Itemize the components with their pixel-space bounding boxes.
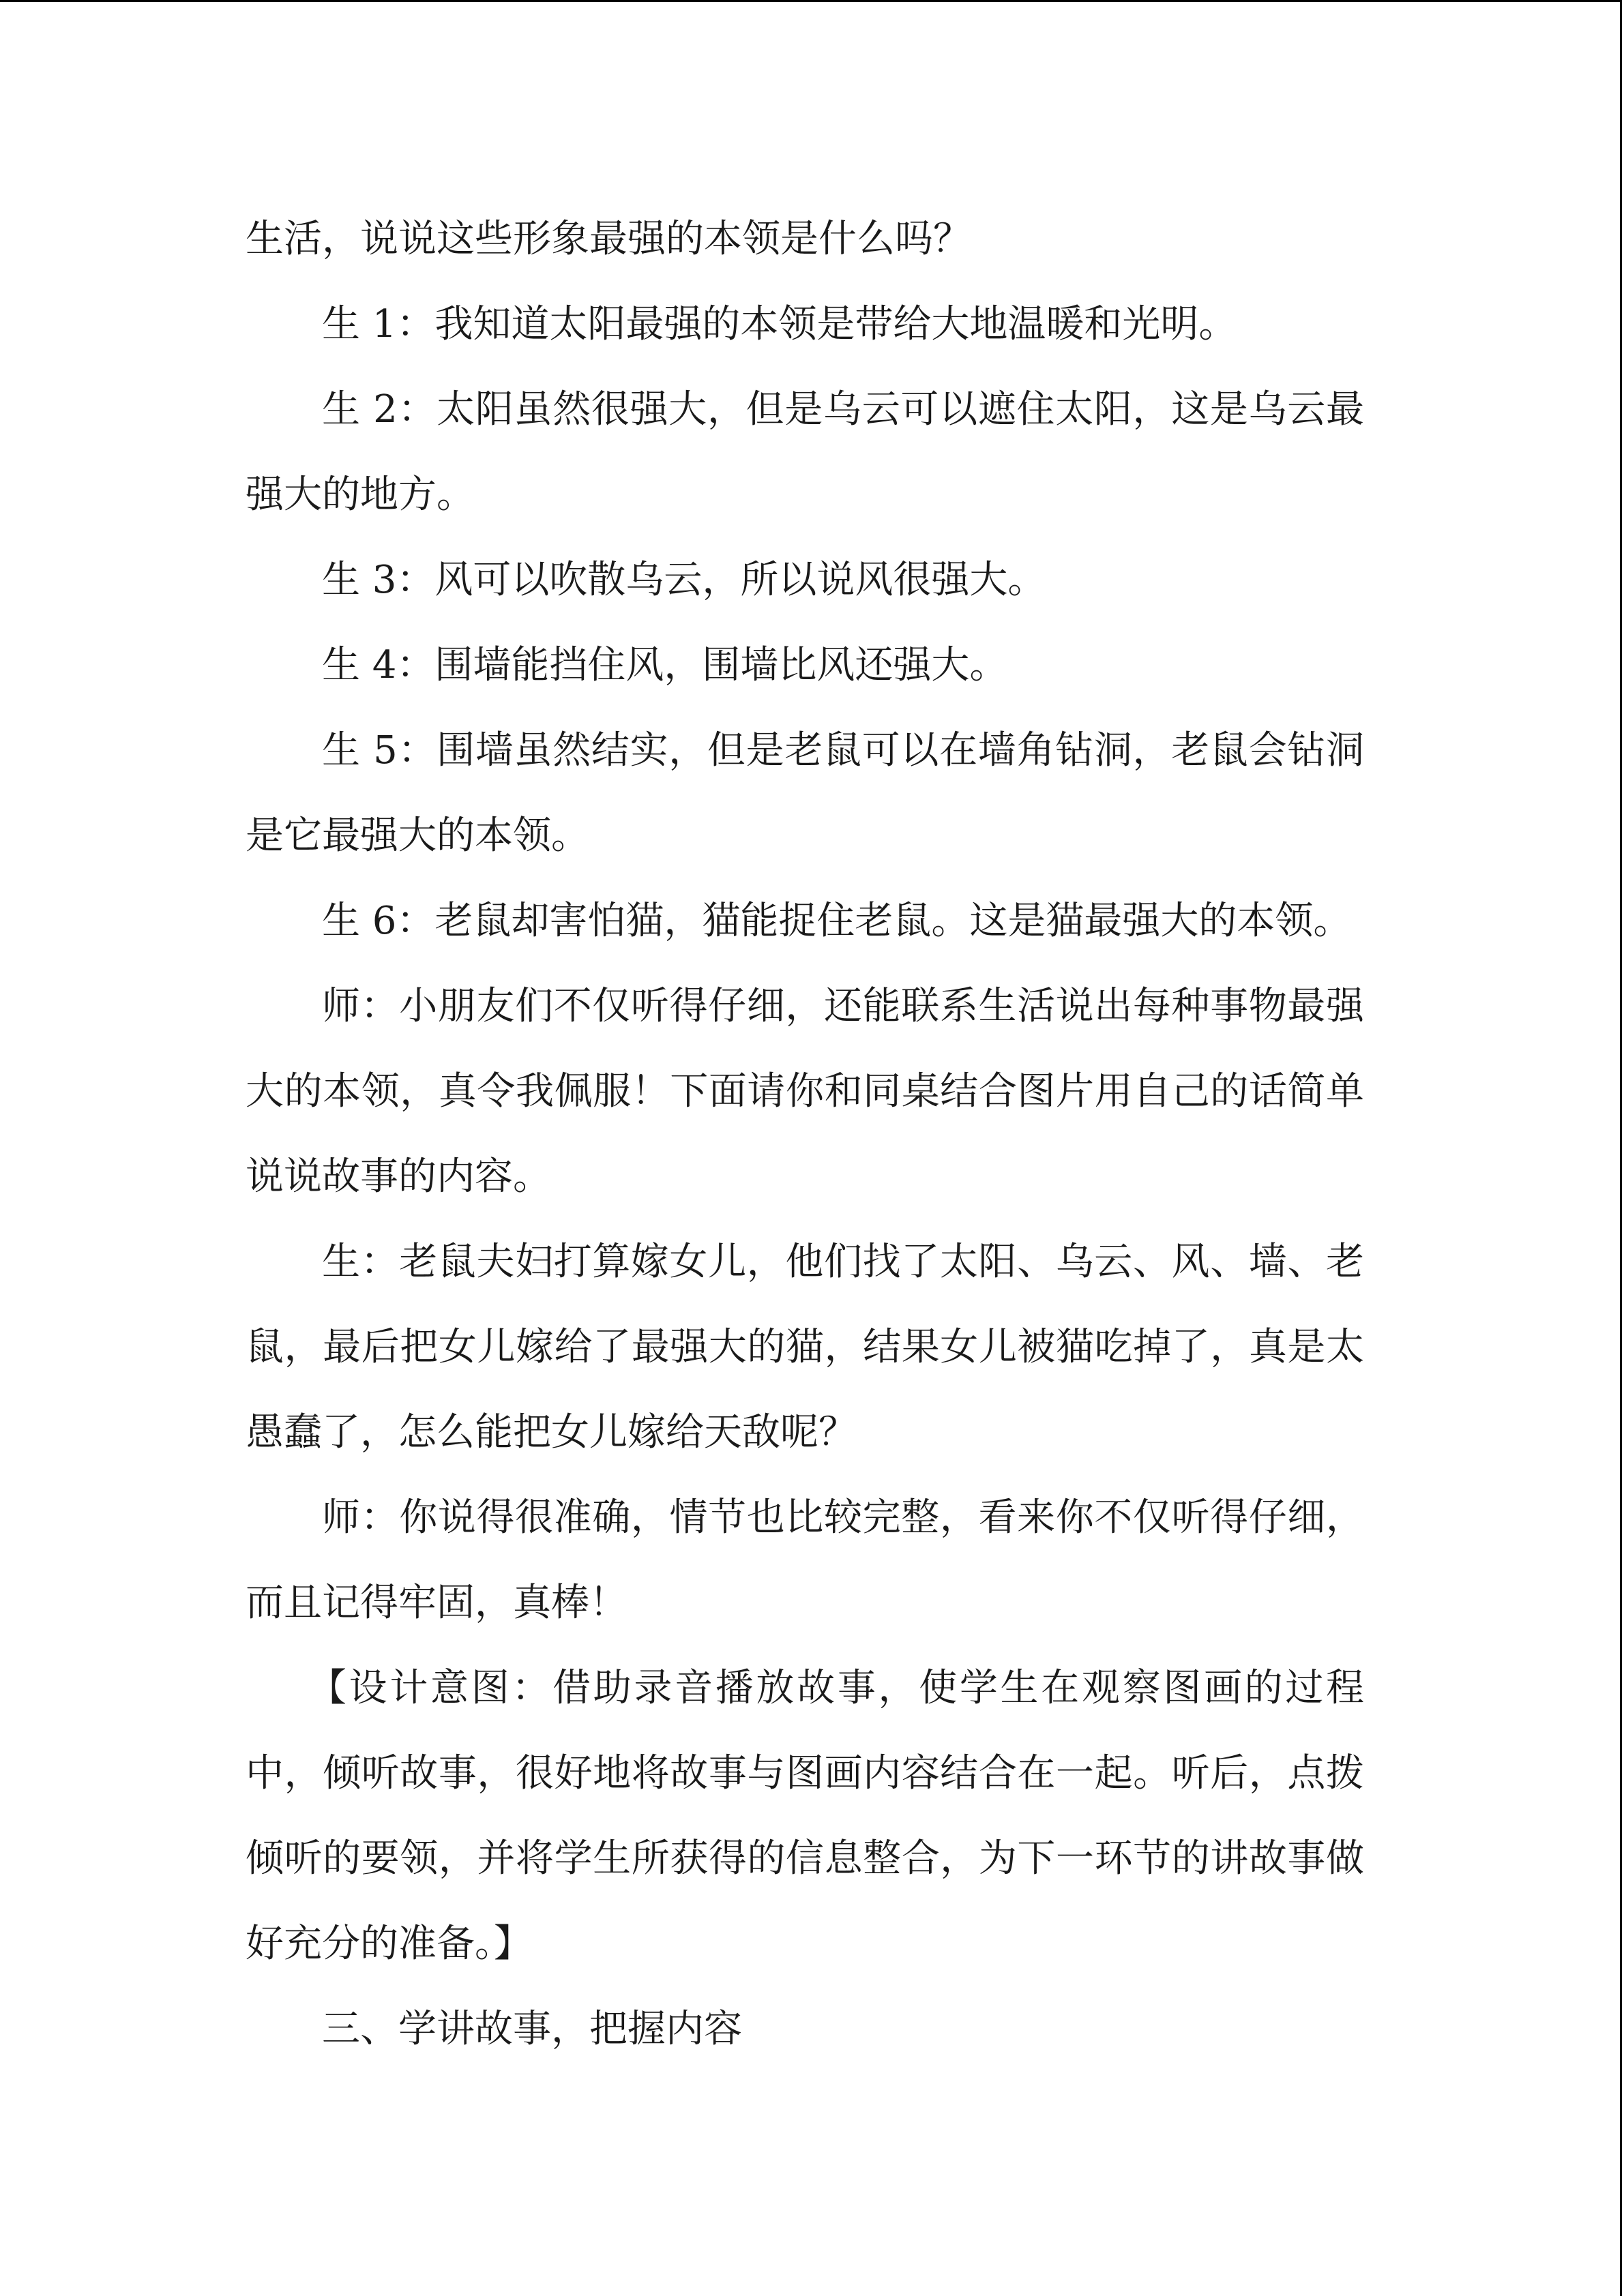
- paragraph-student-4: 生 4：围墙能挡住风，围墙比风还强大。: [322, 643, 1008, 687]
- paragraph-student-5: 生 5：围墙虽然结实，但是老鼠可以在墙角钻洞，老鼠会钻洞是它最强大的本领。: [246, 728, 1364, 858]
- paragraph-student-summary: 生：老鼠夫妇打算嫁女儿，他们找了太阳、乌云、风、墙、老鼠，最后把女儿嫁给了最强大的猫，结果女儿被猫吃掉了，真是太愚蠢了，怎么能把女儿嫁给天敌呢？: [246, 1240, 1364, 1455]
- paragraph-student-6: 生 6：老鼠却害怕猫，猫能捉住老鼠。这是猫最强大的本领。: [322, 899, 1352, 943]
- paragraph-student-1: 生 1：我知道太阳最强的本领是带给大地温暖和光明。: [322, 302, 1237, 346]
- paragraph-student-2: 生 2：太阳虽然很强大，但是乌云可以遮住太阳，这是乌云最强大的地方。: [246, 387, 1364, 517]
- paragraph-teacher-2: 师：你说得很准确，情节也比较完整，看来你不仅听得仔细，而且记得牢固，真棒！: [246, 1495, 1364, 1625]
- document-body: [246, 196, 1364, 2072]
- paragraph-continuation: 生活，说说这些形象最强的本领是什么吗？: [246, 217, 971, 261]
- paragraph-student-3: 生 3：风可以吹散乌云，所以说风很强大。: [322, 558, 1046, 602]
- paragraph-teacher-1: 师：小朋友们不仅听得仔细，还能联系生活说出每种事物最强大的本领，真令我佩服！下面请你和同桌结合图片用自己的话简单说说故事的内容。: [246, 984, 1364, 1199]
- paragraph-design-intent: 【设计意图：借助录音播放故事，使学生在观察图画的过程中，倾听故事，很好地将故事与图画内容结合在一起。听后，点拨倾听的要领，并将学生所获得的信息整合，为下一环节的讲故事做好充分的准备。】: [246, 1666, 1364, 1966]
- section-heading: 三、学讲故事，把握内容: [322, 2007, 742, 2051]
